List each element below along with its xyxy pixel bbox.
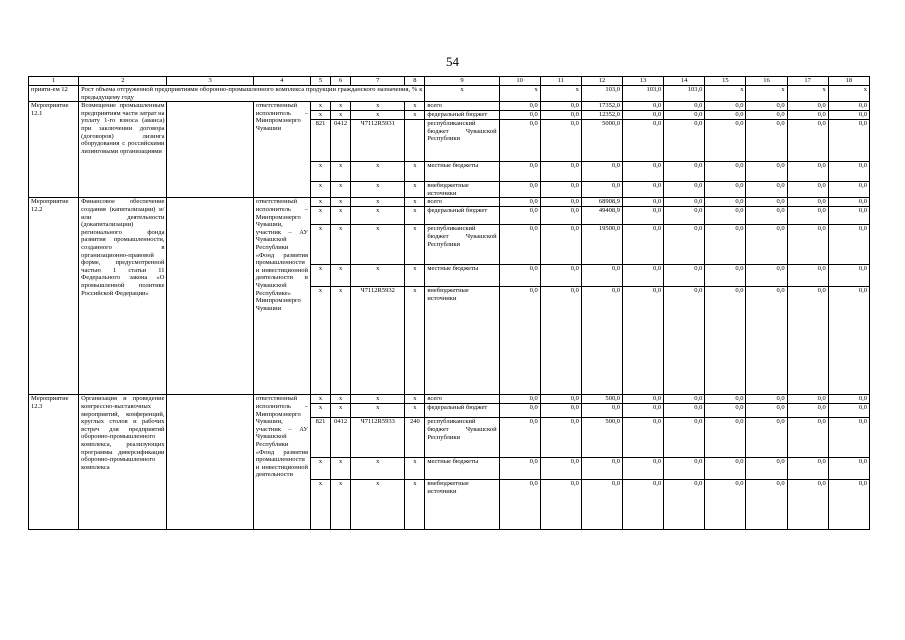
funding-value: 0,0: [623, 207, 664, 225]
funding-source: республиканский бюджет Чувашской Республики: [425, 418, 499, 458]
funding-value: 0,0: [540, 111, 581, 120]
budget-code-cell: x: [310, 395, 330, 404]
budget-code-cell: [405, 120, 425, 162]
funding-value: 0,0: [540, 162, 581, 182]
funding-value: 0,0: [664, 111, 705, 120]
budget-code-cell: x: [310, 198, 330, 207]
funding-value: 0,0: [828, 182, 869, 198]
indicator-value: x: [540, 86, 581, 102]
budget-code-cell: x: [310, 111, 330, 120]
funding-value: 0,0: [787, 287, 828, 395]
column-number-row: [29, 77, 870, 86]
column-number-header: 16: [746, 77, 787, 86]
budget-code-cell: x: [351, 102, 405, 111]
funding-value: 49408,9: [581, 207, 622, 225]
budget-code-cell: x: [331, 198, 351, 207]
funding-value: 0,0: [828, 225, 869, 265]
column-number-header: 10: [499, 77, 540, 86]
funding-value: 0,0: [581, 404, 622, 418]
column-number-header: 18: [828, 77, 869, 86]
budget-code-cell: x: [331, 102, 351, 111]
funding-value: 0,0: [664, 207, 705, 225]
funding-value: 0,0: [623, 395, 664, 404]
funding-value: 0,0: [540, 182, 581, 198]
budget-code-cell: x: [310, 265, 330, 287]
measure-name: Мероприятие 12.1: [29, 102, 79, 198]
table-row: [29, 395, 870, 404]
funding-value: 0,0: [623, 111, 664, 120]
funding-value: 0,0: [705, 162, 746, 182]
column-number-header: 5: [310, 77, 330, 86]
empty-cell: [167, 395, 253, 530]
funding-value: 0,0: [746, 404, 787, 418]
funding-value: 0,0: [664, 225, 705, 265]
funding-value: 0,0: [828, 404, 869, 418]
funding-value: 0,0: [705, 120, 746, 162]
funding-value: 0,0: [540, 395, 581, 404]
program-table: [28, 76, 870, 530]
funding-value: 0,0: [623, 458, 664, 480]
budget-code-cell: x: [331, 207, 351, 225]
funding-value: 5000,0: [581, 120, 622, 162]
funding-value: 0,0: [664, 198, 705, 207]
indicator-value: 103,0: [664, 86, 705, 102]
measure-name: Мероприятие 12.3: [29, 395, 79, 530]
budget-code-cell: x: [331, 111, 351, 120]
budget-code-cell: 0412: [331, 418, 351, 458]
funding-value: 68908,9: [581, 198, 622, 207]
funding-value: 500,0: [581, 418, 622, 458]
empty-cell: [167, 102, 253, 198]
indicator-text: Рост объема отгруженной предприятиями оборонно-промышленного комплекса продукции гражданского назначения, % к предыдущему году: [79, 86, 425, 102]
funding-value: 0,0: [540, 404, 581, 418]
budget-code-cell: x: [310, 102, 330, 111]
funding-value: 0,0: [623, 265, 664, 287]
funding-value: 0,0: [705, 111, 746, 120]
budget-code-cell: x: [405, 480, 425, 530]
funding-value: 0,0: [499, 395, 540, 404]
funding-value: 0,0: [499, 404, 540, 418]
funding-source: всего: [425, 395, 499, 404]
budget-code-cell: x: [331, 182, 351, 198]
funding-value: 0,0: [664, 265, 705, 287]
funding-value: 0,0: [623, 102, 664, 111]
funding-value: 0,0: [664, 395, 705, 404]
budget-code-cell: x: [405, 162, 425, 182]
indicator-label: прияти-ем 12: [29, 86, 79, 102]
funding-value: 0,0: [787, 458, 828, 480]
budget-code-cell: x: [405, 102, 425, 111]
column-number-header: 4: [253, 77, 310, 86]
funding-source: всего: [425, 198, 499, 207]
funding-value: 0,0: [664, 480, 705, 530]
funding-value: 0,0: [499, 198, 540, 207]
funding-value: 0,0: [499, 225, 540, 265]
funding-value: 0,0: [828, 480, 869, 530]
funding-value: 0,0: [828, 111, 869, 120]
budget-code-cell: x: [310, 480, 330, 530]
funding-value: 0,0: [828, 120, 869, 162]
funding-value: 0,0: [623, 404, 664, 418]
measure-name: Мероприятие 12.2: [29, 198, 79, 395]
funding-value: 0,0: [664, 404, 705, 418]
indicator-value: x: [705, 86, 746, 102]
funding-source: местные бюджеты: [425, 162, 499, 182]
budget-code-cell: x: [331, 404, 351, 418]
budget-code-cell: x: [405, 265, 425, 287]
funding-value: 0,0: [664, 120, 705, 162]
funding-value: 0,0: [787, 404, 828, 418]
funding-value: 17352,0: [581, 102, 622, 111]
funding-value: 0,0: [623, 198, 664, 207]
funding-value: 0,0: [828, 198, 869, 207]
column-number-header: 7: [351, 77, 405, 86]
funding-value: 0,0: [540, 198, 581, 207]
funding-value: 0,0: [664, 418, 705, 458]
budget-code-cell: x: [351, 182, 405, 198]
funding-value: 0,0: [828, 102, 869, 111]
funding-value: 0,0: [787, 265, 828, 287]
measure-description: Финансовое обеспечение создания (капитализации) и/или деятельности (докапитализации) регионального фонда развития промышленности, созданного в организационно-правовой форме, предусмотренной частью 1 статьи 11 Федерального закона «О промышленной политике Российской Федерации»: [79, 198, 167, 395]
funding-value: 0,0: [787, 162, 828, 182]
funding-value: 0,0: [828, 287, 869, 395]
funding-value: 0,0: [623, 120, 664, 162]
budget-code-cell: x: [405, 111, 425, 120]
funding-value: 0,0: [581, 458, 622, 480]
funding-value: 0,0: [664, 102, 705, 111]
funding-value: 0,0: [499, 265, 540, 287]
funding-value: 0,0: [787, 111, 828, 120]
funding-value: 0,0: [664, 458, 705, 480]
budget-code-cell: x: [351, 480, 405, 530]
funding-value: 0,0: [787, 480, 828, 530]
funding-value: 0,0: [705, 102, 746, 111]
funding-source: внебюджетные источники: [425, 480, 499, 530]
funding-value: 0,0: [540, 207, 581, 225]
budget-code-cell: 821: [310, 418, 330, 458]
column-number-header: 11: [540, 77, 581, 86]
funding-value: 0,0: [664, 162, 705, 182]
funding-value: 0,0: [746, 480, 787, 530]
funding-source: федеральный бюджет: [425, 207, 499, 225]
funding-value: 0,0: [581, 287, 622, 395]
budget-code-cell: x: [405, 225, 425, 265]
funding-value: 0,0: [746, 207, 787, 225]
funding-value: 0,0: [828, 395, 869, 404]
budget-code-cell: x: [310, 162, 330, 182]
empty-cell: [167, 198, 253, 395]
funding-value: 0,0: [705, 418, 746, 458]
indicator-value: x: [499, 86, 540, 102]
indicator-value: 103,0: [623, 86, 664, 102]
budget-code-cell: x: [405, 395, 425, 404]
funding-source: внебюджетные источники: [425, 287, 499, 395]
budget-code-cell: Ч7112R5931: [351, 120, 405, 162]
funding-value: 0,0: [746, 418, 787, 458]
budget-code-cell: Ч7112R5933: [351, 418, 405, 458]
funding-value: 0,0: [540, 102, 581, 111]
measure-executor: ответственный исполнитель – Минпромэнерго Чувашии: [253, 102, 310, 198]
funding-value: 0,0: [705, 265, 746, 287]
budget-code-cell: x: [351, 198, 405, 207]
funding-source: республиканский бюджет Чувашской Республики: [425, 120, 499, 162]
funding-value: 0,0: [499, 102, 540, 111]
table-row: [29, 102, 870, 111]
funding-value: 0,0: [623, 480, 664, 530]
column-number-header: 8: [405, 77, 425, 86]
column-number-header: 13: [623, 77, 664, 86]
budget-code-cell: x: [405, 404, 425, 418]
indicator-value: x: [828, 86, 869, 102]
funding-value: 0,0: [705, 480, 746, 530]
indicator-value: x: [787, 86, 828, 102]
funding-value: 0,0: [499, 458, 540, 480]
funding-source: внебюджетные источники: [425, 182, 499, 198]
budget-code-cell: x: [331, 480, 351, 530]
column-number-header: 17: [787, 77, 828, 86]
funding-value: 0,0: [623, 162, 664, 182]
funding-value: 0,0: [540, 418, 581, 458]
budget-code-cell: x: [405, 458, 425, 480]
column-number-header: 6: [331, 77, 351, 86]
funding-value: 0,0: [787, 207, 828, 225]
funding-value: 0,0: [623, 287, 664, 395]
funding-source: республиканский бюджет Чувашской Республики: [425, 225, 499, 265]
budget-code-cell: Ч7112R5932: [351, 287, 405, 395]
indicator-value: 103,0: [581, 86, 622, 102]
funding-value: 0,0: [787, 102, 828, 111]
funding-value: 0,0: [746, 458, 787, 480]
funding-value: 0,0: [499, 120, 540, 162]
funding-value: 0,0: [540, 265, 581, 287]
budget-code-cell: x: [351, 111, 405, 120]
funding-value: 0,0: [499, 480, 540, 530]
budget-code-cell: x: [405, 198, 425, 207]
funding-value: 0,0: [746, 102, 787, 111]
budget-code-cell: x: [310, 182, 330, 198]
budget-code-cell: x: [351, 458, 405, 480]
funding-value: 0,0: [828, 265, 869, 287]
funding-value: 0,0: [705, 182, 746, 198]
indicator-row: [29, 86, 870, 102]
funding-value: 0,0: [705, 287, 746, 395]
measure-executor: ответственный исполнитель – Минпромэнерго Чувашии, участник – АУ Чувашской Республики «Фонд развития промышленности и инвестиционной деятельности в Чувашской Республике» Минпромэнерго Чувашии: [253, 198, 310, 395]
page-number: 54: [446, 54, 459, 69]
column-number-header: 9: [425, 77, 499, 86]
funding-value: 0,0: [540, 458, 581, 480]
column-number-header: 2: [79, 77, 167, 86]
funding-value: 0,0: [581, 480, 622, 530]
budget-code-cell: x: [310, 207, 330, 225]
funding-source: всего: [425, 102, 499, 111]
budget-code-cell: x: [351, 404, 405, 418]
funding-source: местные бюджеты: [425, 458, 499, 480]
budget-code-cell: x: [331, 458, 351, 480]
funding-value: 0,0: [623, 225, 664, 265]
budget-code-cell: x: [331, 395, 351, 404]
funding-value: 0,0: [540, 120, 581, 162]
funding-value: 0,0: [499, 182, 540, 198]
measure-description: Возмещение промышленным предприятиям части затрат на уплату 1-го взноса (аванса) при заключении договора (договоров) лизинга оборудования с российскими лизинговыми организациями: [79, 102, 167, 198]
funding-value: 12352,0: [581, 111, 622, 120]
column-number-header: 15: [705, 77, 746, 86]
funding-value: 19500,0: [581, 225, 622, 265]
funding-value: 0,0: [828, 162, 869, 182]
funding-value: 0,0: [787, 418, 828, 458]
funding-value: 0,0: [746, 225, 787, 265]
funding-value: 0,0: [705, 458, 746, 480]
funding-value: 0,0: [664, 182, 705, 198]
funding-value: 0,0: [828, 418, 869, 458]
column-number-header: 1: [29, 77, 79, 86]
column-number-header: 3: [167, 77, 253, 86]
budget-code-cell: x: [331, 162, 351, 182]
indicator-value: x: [425, 86, 499, 102]
funding-value: 0,0: [705, 198, 746, 207]
budget-code-cell: x: [331, 225, 351, 265]
funding-value: 0,0: [828, 458, 869, 480]
funding-value: 0,0: [540, 225, 581, 265]
budget-code-cell: 821: [310, 120, 330, 162]
funding-value: 0,0: [746, 287, 787, 395]
funding-value: 0,0: [746, 120, 787, 162]
budget-code-cell: x: [310, 404, 330, 418]
budget-code-cell: x: [405, 182, 425, 198]
funding-value: 0,0: [581, 162, 622, 182]
funding-value: 0,0: [540, 480, 581, 530]
funding-value: 0,0: [499, 207, 540, 225]
funding-value: 0,0: [499, 287, 540, 395]
funding-value: 0,0: [499, 418, 540, 458]
budget-code-cell: x: [351, 207, 405, 225]
funding-value: 0,0: [623, 182, 664, 198]
column-number-header: 12: [581, 77, 622, 86]
funding-value: 0,0: [746, 162, 787, 182]
budget-code-cell: x: [331, 287, 351, 395]
budget-code-cell: x: [331, 265, 351, 287]
budget-code-cell: x: [351, 162, 405, 182]
funding-value: 0,0: [746, 111, 787, 120]
funding-source: федеральный бюджет: [425, 111, 499, 120]
funding-value: 0,0: [746, 395, 787, 404]
funding-value: 0,0: [499, 162, 540, 182]
budget-code-cell: x: [405, 207, 425, 225]
column-number-header: 14: [664, 77, 705, 86]
table-row: [29, 198, 870, 207]
budget-code-cell: x: [351, 225, 405, 265]
funding-value: 0,0: [787, 182, 828, 198]
funding-value: 0,0: [499, 111, 540, 120]
budget-code-cell: x: [310, 225, 330, 265]
budget-code-cell: x: [351, 265, 405, 287]
funding-value: 0,0: [581, 265, 622, 287]
funding-value: 0,0: [828, 207, 869, 225]
funding-value: 0,0: [581, 182, 622, 198]
budget-code-cell: x: [310, 287, 330, 395]
funding-source: местные бюджеты: [425, 265, 499, 287]
funding-value: 0,0: [705, 225, 746, 265]
measure-description: Организация и проведение конгрессно-выставочных мероприятий, конференций, круглых столов и рабочих встреч для предприятий оборонно-промышленного комплекса, реализующих программы диверсификации оборонно-промышленного комплекса: [79, 395, 167, 530]
funding-value: 0,0: [664, 287, 705, 395]
budget-code-cell: 0412: [331, 120, 351, 162]
indicator-value: x: [746, 86, 787, 102]
measure-executor: ответственный исполнитель – Минпромэнерго Чувашии, участник – АУ Чувашской Республики «Фонд развития промышленности и инвестиционной деятельности: [253, 395, 310, 530]
funding-value: 500,0: [581, 395, 622, 404]
funding-value: 0,0: [746, 182, 787, 198]
funding-value: 0,0: [705, 404, 746, 418]
funding-value: 0,0: [540, 287, 581, 395]
funding-value: 0,0: [705, 395, 746, 404]
funding-value: 0,0: [746, 198, 787, 207]
funding-value: 0,0: [787, 120, 828, 162]
funding-value: 0,0: [787, 198, 828, 207]
budget-code-cell: x: [310, 458, 330, 480]
funding-value: 0,0: [787, 395, 828, 404]
funding-value: 0,0: [746, 265, 787, 287]
budget-code-cell: x: [351, 395, 405, 404]
funding-value: 0,0: [705, 207, 746, 225]
funding-source: федеральный бюджет: [425, 404, 499, 418]
funding-value: 0,0: [787, 225, 828, 265]
funding-value: 0,0: [623, 418, 664, 458]
budget-code-cell: x: [405, 287, 425, 395]
budget-code-cell: 240: [405, 418, 425, 458]
